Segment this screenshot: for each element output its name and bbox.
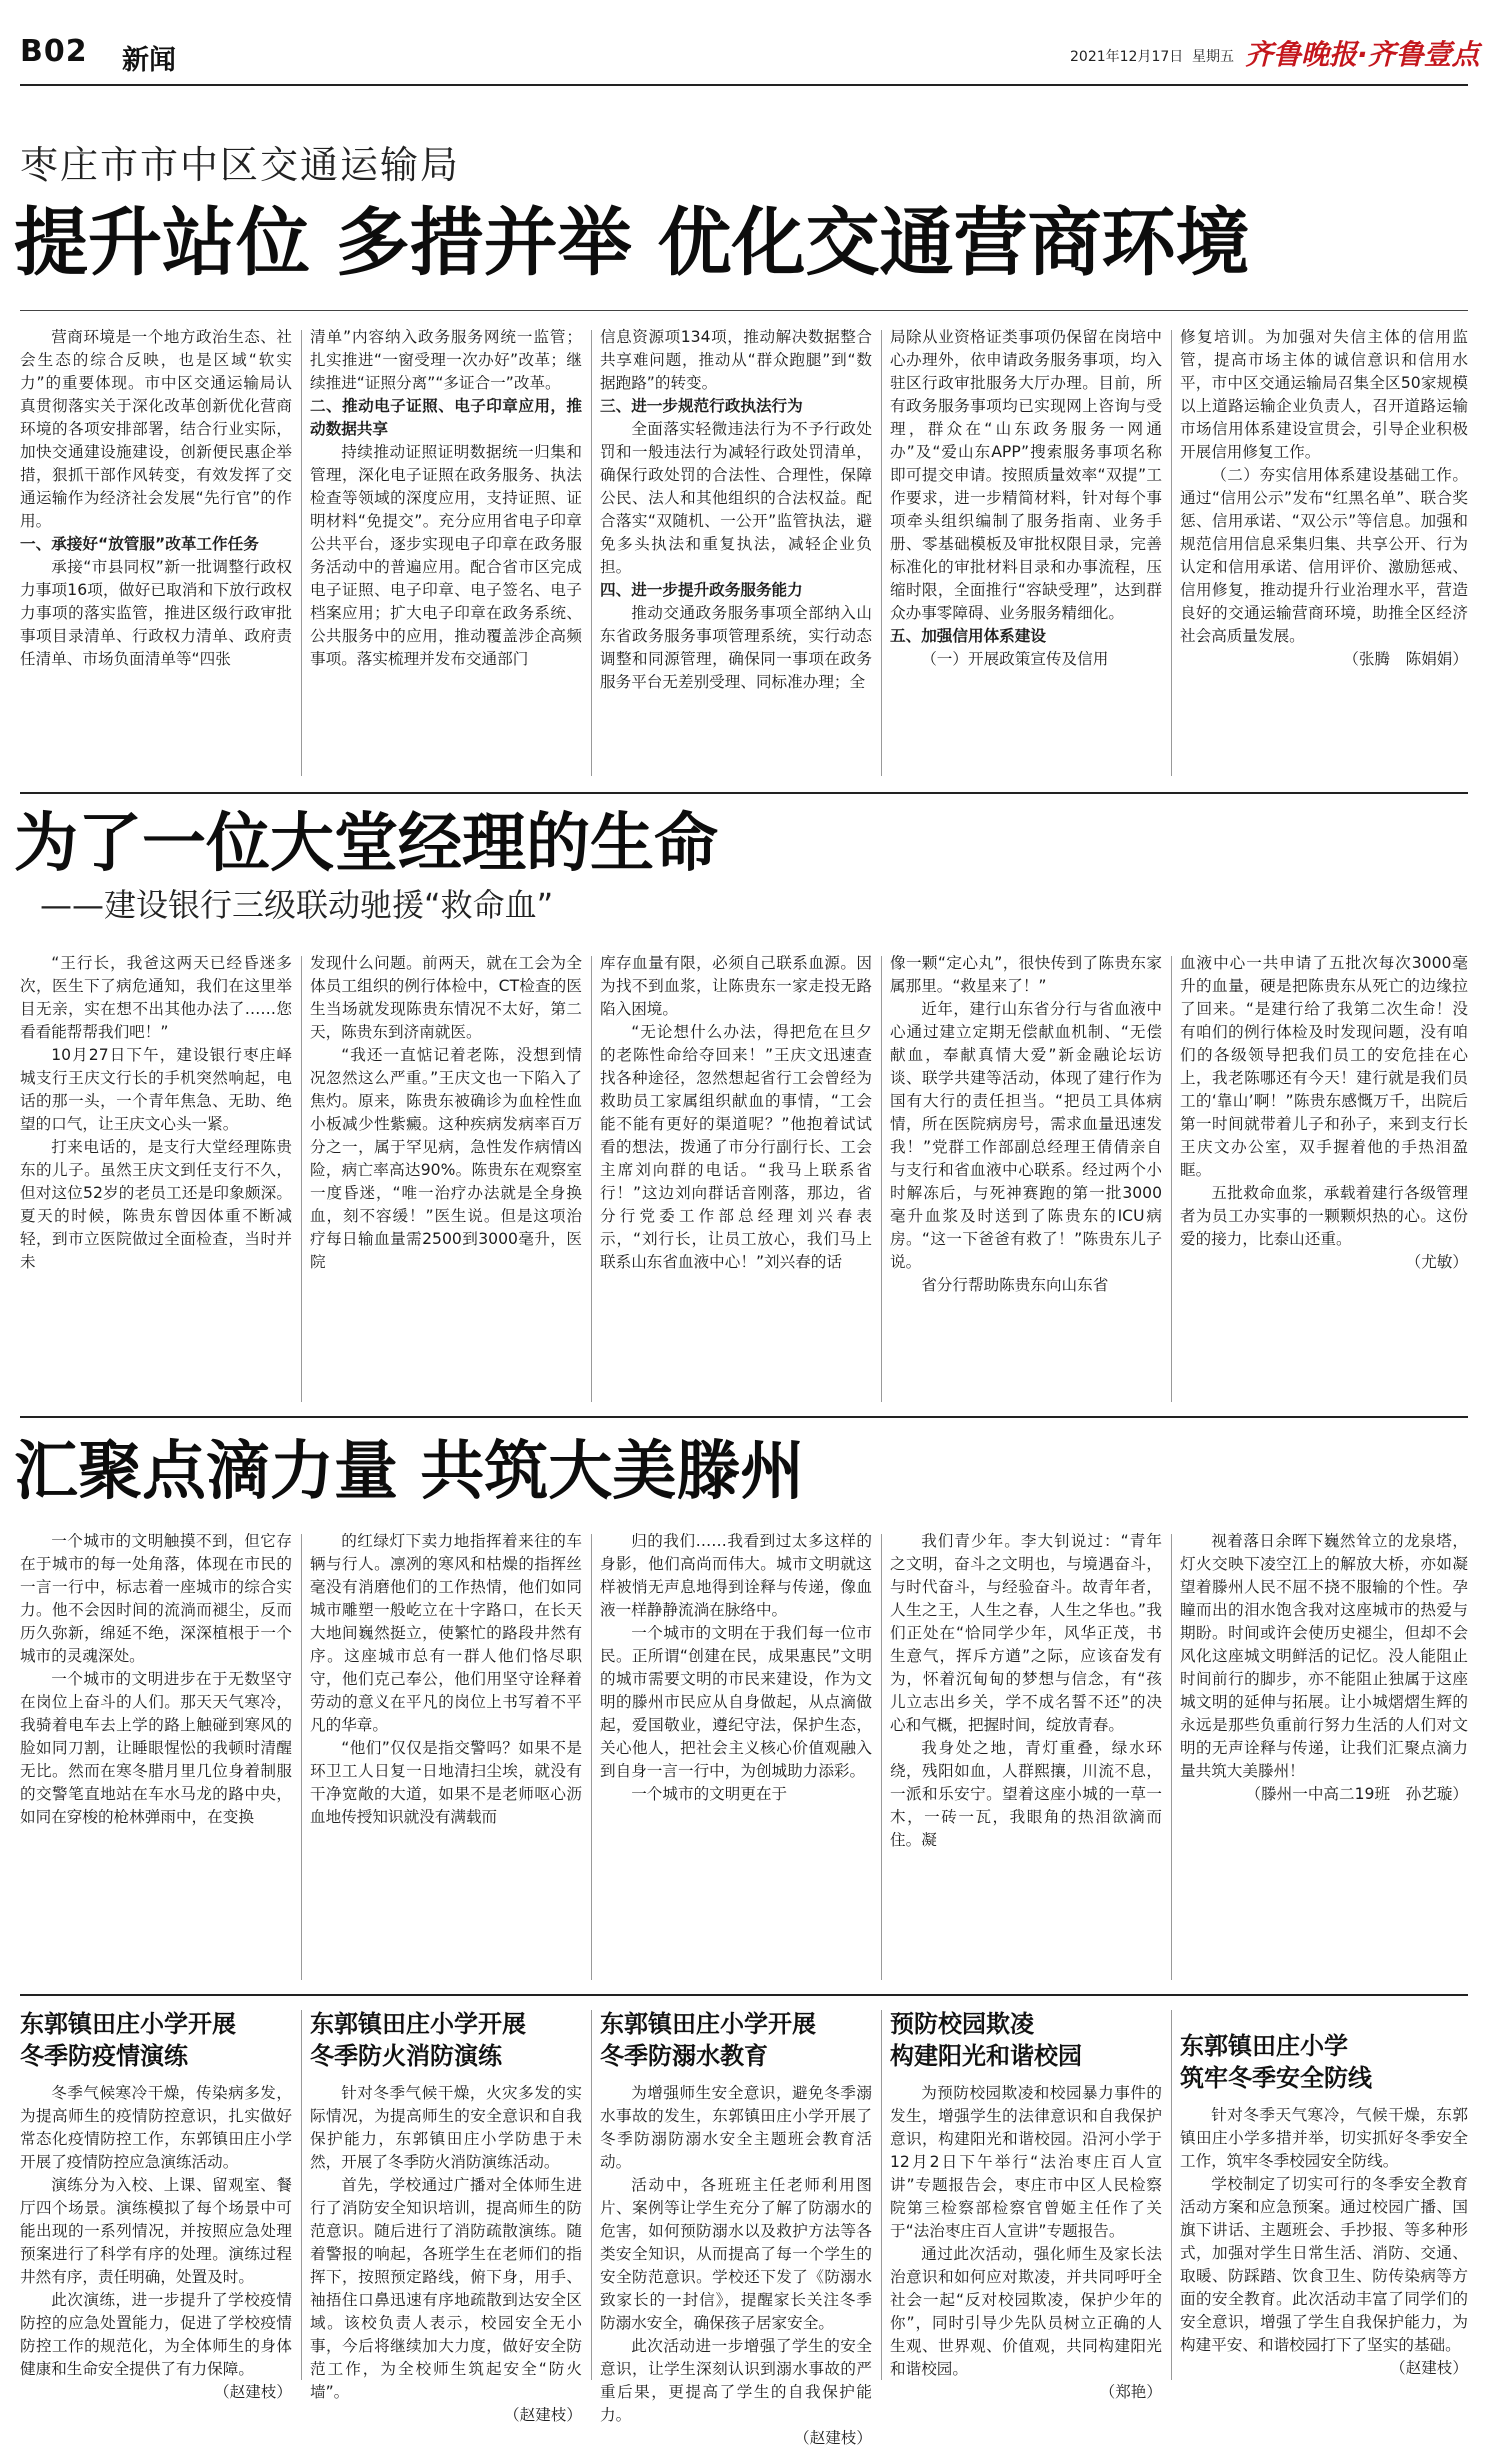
byline: （赵建枝） [214,2383,292,2401]
paragraph: 像一颗“定心丸”，很快传到了陈贵东家属那里。“救星来了！” [890,954,1162,995]
paragraph: 修复培训。为加强对失信主体的信用监管，提高市场主体的诚信意识和信用水平，市中区交通运输局召集全区50家规模以上道路运输企业负责人，召开道路运输市场信用体系建设宣贯会，引导企业积极开展信用修复工作。 [1180,328,1468,461]
article2-headline: 为了一位大堂经理的生命 [14,806,718,881]
paragraph: 此次活动进一步增强了学生的安全意识，让学生深刻认识到溺水事故的严重后果，更提高了学生的自我保护能力。 [600,2337,872,2424]
section-heading: 一、承接好“放管服”改革工作任务 [20,535,259,553]
paragraph: 学校制定了切实可行的冬季安全教育活动方案和应急预案。通过校园广播、国旗下讲话、主题班会、手抄报、等多种形式，加强对学生日常生活、消防、交通、取暖、防踩踏、饮食卫生、防传染病等方面的安全教育。此次活动丰富了同学们的安全意识，增强了学生自我保护能力，为构建平安、和谐校园打下了坚实的基础。 [1180,2175,1468,2354]
paragraph: （二）夯实信用体系建设基础工作。通过“信用公示”发布“红黑名单”、联合奖惩、信用承诺、“双公示”等信息。加强和规范信用信息采集归集、共享公开、行为认定和信用承诺、信用评价、激励惩戒、信用修复，推动提升行业治理水平，营造良好的交通运输营商环境，助推全区经济社会高质量发展。 [1180,466,1468,645]
article2-column-3 [600,952,872,1406]
article1-column-1 [20,326,292,780]
paragraph: 为增强师生安全意识，避免冬季溺水事故的发生，东郭镇田庄小学开展了冬季防溺防溺水安全主题班会教育活动。 [600,2084,872,2171]
box-title-line-2: 筑牢冬季安全防线 [1180,2063,1372,2092]
box-title-line-1: 东郭镇田庄小学 [1180,2031,1348,2060]
section-heading: 三、进一步规范行政执法行为 [600,397,803,415]
column-divider [881,1534,882,1980]
section-rule [20,1994,1468,1996]
column-divider [591,330,592,776]
newspaper-brand-logo [1245,33,1480,73]
paragraph: 推动交通政务服务事项全部纳入山东省政务服务事项管理系统，实行动态调整和同源管理，确保同一事项在政务服务平台无差别受理、同标准办理；全 [600,604,872,691]
bottom-box-1 [20,2008,292,2401]
column-divider [881,330,882,776]
paragraph: “他们”仅仅是指交警吗？如果不是环卫工人日复一日地清扫尘埃，就没有干净宽敞的大道，如果不是老师呕心沥血地传授知识就没有满载而 [310,1739,582,1826]
section-name: 新闻 [122,45,176,76]
box-title-line-2: 冬季防溺水教育 [600,2041,768,2070]
paragraph: 归的我们……我看到过太多这样的身影，他们高尚而伟大。城市文明就这样被悄无声息地得到诠释与传递，像血液一样静静流淌在脉络中。 [600,1532,872,1619]
article2-column-5 [1180,952,1468,1406]
box-title-line-1: 预防校园欺凌 [890,2009,1034,2038]
article3-column-5 [1180,1530,1468,1984]
paragraph: 一个城市的文明进步在于无数坚守在岗位上奋斗的人们。那天天气寒冷，我骑着电车去上学的路上触碰到寒风的脸如同刀割，让睡眼惺忪的我顿时清醒无比。然而在寒冬腊月里几位身着制服的交警笔直地站在车水马龙的路中央，如同在穿梭的枪林弹雨中，在变换 [20,1670,292,1826]
box-title-line-1: 东郭镇田庄小学开展 [20,2009,236,2038]
column-divider [881,2010,882,2380]
masthead [20,30,1480,78]
box-body [1180,2104,1468,2387]
paragraph: 针对冬季气候干燥，火灾多发的实际情况，为提高师生的安全意识和自我保护能力，东郭镇田庄小学防患于未然，开展了冬季防火消防演练活动。 [310,2084,582,2171]
section-heading: 四、进一步提升政务服务能力 [600,581,803,599]
paragraph: 一个城市的文明触摸不到，但它存在于城市的每一处角落，体现在市民的一言一行中，标志着一座城市的综合实力。他不会因时间的流淌而褪尘，反而历久弥新，绵延不绝，深深植根于一个城市的灵魂深处。 [20,1532,292,1665]
article1-top-rule [20,310,1468,311]
paragraph: 近年，建行山东省分行与省血液中心通过建立定期无偿献血机制、“无偿献血，奉献真情大爱”新金融论坛访谈、联学共建等活动，体现了建行作为国有大行的责任担当。“把员工具体病情，所在医院病房号，需求血量迅速发我！”党群工作部副总经理王倩倩亲自与支行和省血液中心联系。经过两个小时解冻后，与死神赛跑的第一批3000毫升血浆及时送到了陈贵东的ICU病房。“这一下爸爸有救了！”陈贵东儿子说。 [890,1000,1162,1271]
box-title-line-1: 东郭镇田庄小学开展 [600,2009,816,2038]
box-title-line-2: 构建阳光和谐校园 [890,2041,1082,2070]
paragraph: 清单”内容纳入政务服务网统一监管；扎实推进“一窗受理一次办好”改革；继续推进“证照分离”“多证合一”改革。 [310,328,582,392]
byline: （郑艳） [1099,2383,1162,2401]
byline: （赵建枝） [1390,2359,1468,2377]
article2-subhead: ——建设银行三级联动驰援“救命血” [40,886,554,924]
paragraph: （一）开展政策宣传及信用 [921,650,1109,668]
paragraph: 针对冬季天气寒冷，气候干燥，东郭镇田庄小学多措并举，切实抓好冬季安全工作，筑牢冬季校园安全防线。 [1180,2106,1468,2170]
byline: （赵建枝） [504,2406,582,2424]
byline: （滕州一中高二19班 孙艺璇） [1245,1785,1468,1803]
paragraph: 我们青少年。李大钊说过：“青年之文明，奋斗之文明也，与境遇奋斗，与时代奋斗，与经验奋斗。故青年者，人生之王，人生之春，人生之华也。”我们正处在“恰同学少年，风华正茂，书生意气，挥斥方遒”之际，应该奋发有为，怀着沉甸甸的梦想与信念，有“孩儿立志出乡关，学不成名誓不还”的决心和气概，把握时间，绽放青春。 [890,1532,1162,1734]
section-rule [20,792,1468,794]
article1-column-4 [890,326,1162,780]
column-divider [301,956,302,1402]
paragraph: 血液中心一共申请了五批次每次3000毫升的血量，硬是把陈贵东从死亡的边缘拉了回来。“是建行给了我第二次生命！没有咱们的例行体检及时发现问题，没有咱们的各级领导把我们员工的安危挂在心上，我老陈哪还有今天！建行就是我们员工的‘靠山’啊！”陈贵东感慨万千，出院后第一时间就带着儿子和孙子，来到支行长王庆文办公室，双手握着他的手热泪盈眶。 [1180,954,1468,1179]
issue-date: 2021年12月17日 [1070,49,1184,65]
article1-kicker: 枣庄市市中区交通运输局 [20,143,461,187]
article2-column-4 [890,952,1162,1406]
column-divider [1171,956,1172,1402]
paragraph: 五批救命血浆，承载着建行各级管理者为员工办实事的一颗颗炽热的心。这份爱的接力，比泰山还重。 [1180,1184,1468,1248]
bottom-box-4 [890,2008,1162,2401]
paragraph: 局除从业资格证类事项仍保留在岗培中心办理外，依申请政务服务事项，均入驻区行政审批服务大厅办理。目前，所有政务服务事项均已实现网上咨询与受理，群众在“山东政务服务一网通办”及“爱山东APP”搜索服务事项名称即可提交申请。按照质量效率“双提”工作要求，进一步精简材料，针对每个事项牵头组织编制了服务指南、业务手册、零基础模板及审批权限目录，完善标准化的审批材料目录和办事流程，压缩时限，全面推行“容缺受理”，达到群众办事零障碍、业务服务精细化。 [890,328,1162,622]
section-heading: 五、加强信用体系建设 [890,627,1046,645]
column-divider [1171,330,1172,776]
bottom-box-2 [310,2008,582,2424]
bottom-box-3 [600,2008,872,2447]
paragraph: 一个城市的文明在于我们每一位市民。正所谓“创建在民，成果惠民”文明的城市需要文明的市民来建设，作为文明的滕州市民应从自身做起，从点滴做起，爱国敬业，遵纪守法，保护生态，关心他人，把社会主义核心价值观融入到自身一言一行中，为创城助力添彩。 [600,1624,872,1780]
byline: （尤敏） [1405,1253,1468,1271]
article3-column-1 [20,1530,292,1984]
article3-headline: 汇聚点滴力量 共筑大美滕州 [14,1434,805,1509]
article3-column-2 [310,1530,582,1984]
paragraph: 活动中，各班班主任老师利用图片、案例等让学生充分了解了防溺水的危害，如何预防溺水以及救护方法等各类安全知识，从而提高了每一个学生的安全防范意识。学校还下发了《防溺水致家长的一封信》，提醒家长关注冬季防溺水安全，确保孩子居家安全。 [600,2176,872,2332]
column-divider [301,2010,302,2380]
paragraph: “我还一直惦记着老陈，没想到情况忽然这么严重。”王庆文也一下陷入了焦灼。原来，陈贵东被确诊为血栓性血小板减少性紫癜。这种疾病发病率百万分之一，属于罕见病，急性发作病情凶险，病亡率高达90%。陈贵东在观察室一度昏迷，“唯一治疗办法就是全身换血，刻不容缓！”医生说。但是这项治疗每日输血量需2500到3000毫升，医院 [310,1046,582,1271]
paragraph: 库存血量有限，必须自己联系血源。因为找不到血浆，让陈贵东一家走投无路陷入困境。 [600,954,872,1018]
paragraph: 为预防校园欺凌和校园暴力事件的发生，增强学生的法律意识和自我保护意识，构建阳光和谐校园。沿河小学于12月2日下午举行“法治枣庄百人宣讲”专题报告会，枣庄市中区人民检察院第三检察部检察官曾姬主任作了关于“法治枣庄百人宣讲”专题报告。 [890,2084,1162,2240]
column-divider [591,2010,592,2380]
brand-right: 齐鲁壹点 [1367,38,1480,71]
article1-headline: 提升站位 多措并举 优化交通营商环境 [14,200,1250,286]
column-divider [1171,2010,1172,2380]
box-body [600,2082,872,2447]
paragraph: 此次演练，进一步提升了学校疫情防控的应急处置能力，促进了学校疫情防控工作的规范化，为全体师生的身体健康和生命安全提供了有力保障。 [20,2291,292,2378]
box-title-line-2: 冬季防疫情演练 [20,2041,188,2070]
paragraph: 通过此次活动，强化师生及家长法治意识和如何应对欺凌，并共同呼吁全社会一起“反对校园欺凌，保护少年的你”，同时引导少先队员树立正确的人生观、世界观、价值观，共同构建阳光和谐校园。 [890,2245,1162,2378]
brand-left: 齐鲁晚报 [1245,38,1358,71]
paragraph: 视着落日余晖下巍然耸立的龙泉塔，灯火交映下凌空江上的解放大桥，亦如凝望着滕州人民不屈不挠不服输的个性。孕瞳而出的泪水饱含我对这座城市的热爱与期盼。时间或许会使历史褪尘，但却不会风化这座城文明鲜活的记忆。没人能阻止时间前行的脚步，亦不能阻止独属于这座城文明的延伸与拓展。让小城熠熠生辉的永远是那些负重前行努力生活的人们对文明的无声诠释与传递，让我们汇聚点滴力量共筑大美滕州！ [1180,1532,1468,1780]
box-title-line-1: 东郭镇田庄小学开展 [310,2009,526,2038]
article1-column-5 [1180,326,1468,780]
column-divider [1171,1534,1172,1980]
paragraph: 持续推动证照证明数据统一归集和管理，深化电子证照在政务服务、执法检查等领域的深度应用，支持证照、证明材料“免提交”。充分应用省电子印章公共平台，逐步实现电子印章在政务服务活动中的普遍应用。配合省市区完成电子证照、电子印章、电子签名、电子档案应用；扩大电子印章在政务系统、公共服务中的应用，推动覆盖涉企高频事项。落实梳理并发布交通部门 [310,443,582,668]
section-heading: 二、推动电子证照、电子印章应用，推动数据共享 [310,397,582,438]
paragraph: 信息资源项134项，推动解决数据整合共享难问题，推动从“群众跑腿”到“数据跑路”的转变。 [600,328,872,392]
article2-column-1 [20,952,292,1406]
issue-weekday: 星期五 [1192,49,1234,65]
paragraph: 打来电话的，是支行大堂经理陈贵东的儿子。虽然王庆文到任支行不久，但对这位52岁的老员工还是印象颇深。夏天的时候，陈贵东曾因体重不断减轻，到市立医院做过全面检查，当时并未 [20,1138,292,1271]
paragraph: “王行长，我爸这两天已经昏迷多次，医生下了病危通知，我们在这里举目无亲，实在想不出其他办法了……您看看能帮帮我们吧！” [20,954,292,1041]
box-body [20,2082,292,2401]
paragraph: 的红绿灯下卖力地指挥着来往的车辆与行人。凛冽的寒风和枯燥的指挥丝毫没有消磨他们的工作热情，他们如同城市雕塑一般屹立在十字路口，在长天大地间巍然挺立，使繁忙的路段井然有序。这座城市总有一群人他们恪尽职守，他们克己奉公，他们用坚守诠释着劳动的意义在平凡的岗位上书写着不平凡的华章。 [310,1532,582,1734]
paragraph: 我身处之地，青灯重叠，绿水环绕，残阳如血，人群熙攘，川流不息，一派和乐安宁。望着这座小城的一草一木，一砖一瓦，我眼角的热泪欲滴而住。凝 [890,1739,1162,1849]
article3-column-4 [890,1530,1162,1984]
bottom-box-5 [1180,2030,1468,2383]
paragraph: 省分行帮助陈贵东向山东省 [921,1276,1109,1294]
column-divider [881,956,882,1402]
box-title-line-2: 冬季防火消防演练 [310,2041,502,2070]
paragraph: 承接“市县同权”新一批调整行政权力事项16项，做好已取消和下放行政权力事项的落实监管，推进区级行政审批事项目录清单、行政权力清单、政府责任清单、市场负面清单等“四张 [20,558,292,668]
masthead-rule [20,84,1468,86]
article2-column-2 [310,952,582,1406]
column-divider [591,1534,592,1980]
article1-column-2 [310,326,582,780]
paragraph: 演练分为入校、上课、留观室、餐厅四个场景。演练模拟了每个场景中可能出现的一系列情况，并按照应急处理预案进行了科学有序的处理。演练过程井然有序，责任明确，处置及时。 [20,2176,292,2286]
paragraph: “无论想什么办法，得把危在旦夕的老陈性命给夺回来！”王庆文迅速查找各种途径，忽然想起省行工会曾经为救助员工家属组织献血的事情，“工会能不能有更好的渠道呢？”他抱着试试看的想法，拨通了市分行副行长、工会主席刘向群的电话。“我马上联系省行！”这边刘向群话音刚落，那边，省分行党委工作部总经理刘兴春表示，“刘行长，让员工放心，我们马上联系山东省血液中心！”刘兴春的话 [600,1023,872,1271]
column-divider [301,1534,302,1980]
article3-column-3 [600,1530,872,1984]
paragraph: 冬季气候寒冷干燥，传染病多发，为提高师生的疫情防控意识，扎实做好常态化疫情防控工作，东郭镇田庄小学开展了疫情防控应急演练活动。 [20,2084,292,2171]
paragraph: 全面落实轻微违法行为不予行政处罚和一般违法行为减轻行政处罚清单，确保行政处罚的合法性、合理性，保障公民、法人和其他组织的合法权益。配合落实“双随机、一公开”监管执法，避免多头执法和重复执法，减轻企业负担。 [600,420,872,576]
paragraph: 发现什么问题。前两天，就在工会为全体员工组织的例行体检中，CT检查的医生当场就发现陈贵东情况不太好，第二天，陈贵东到济南就医。 [310,954,582,1041]
box-body [890,2082,1162,2401]
paragraph: 10月27日下午，建设银行枣庄峄城支行王庆文行长的手机突然响起，电话的那一头，一个青年焦急、无助、绝望的口气，让王庆文心头一紧。 [20,1046,292,1133]
box-body [310,2082,582,2424]
paragraph: 首先，学校通过广播对全体师生进行了消防安全知识培训，提高师生的防范意识。随后进行了消防疏散演练。随着警报的响起，各班学生在老师们的指挥下，按照预定路线，俯下身，用手、袖捂住口鼻迅速有序地疏散到达安全区域。该校负责人表示，校园安全无小事，今后将继续加大力度，做好安全防范工作，为全校师生筑起安全“防火墙”。 [310,2176,582,2401]
column-divider [301,330,302,776]
byline: （赵建枝） [794,2429,872,2447]
byline: （张腾 陈娟娟） [1343,650,1468,668]
paragraph: 一个城市的文明更在于 [631,1785,788,1803]
paragraph: 营商环境是一个地方政治生态、社会生态的综合反映，也是区域“软实力”的重要体现。市中区交通运输局认真贯彻落实关于深化改革创新优化营商环境的各项安排部署，结合行业实际，加快交通建设施建设，创新便民惠企举措，狠抓干部作风转变，有效发挥了交通运输作为经济社会发展“先行官”的作用。 [20,328,292,530]
brand-separator: · [1357,38,1368,71]
column-divider [591,956,592,1402]
article1-column-3 [600,326,872,780]
page-code: B02 [20,34,88,69]
section-rule [20,1416,1468,1418]
